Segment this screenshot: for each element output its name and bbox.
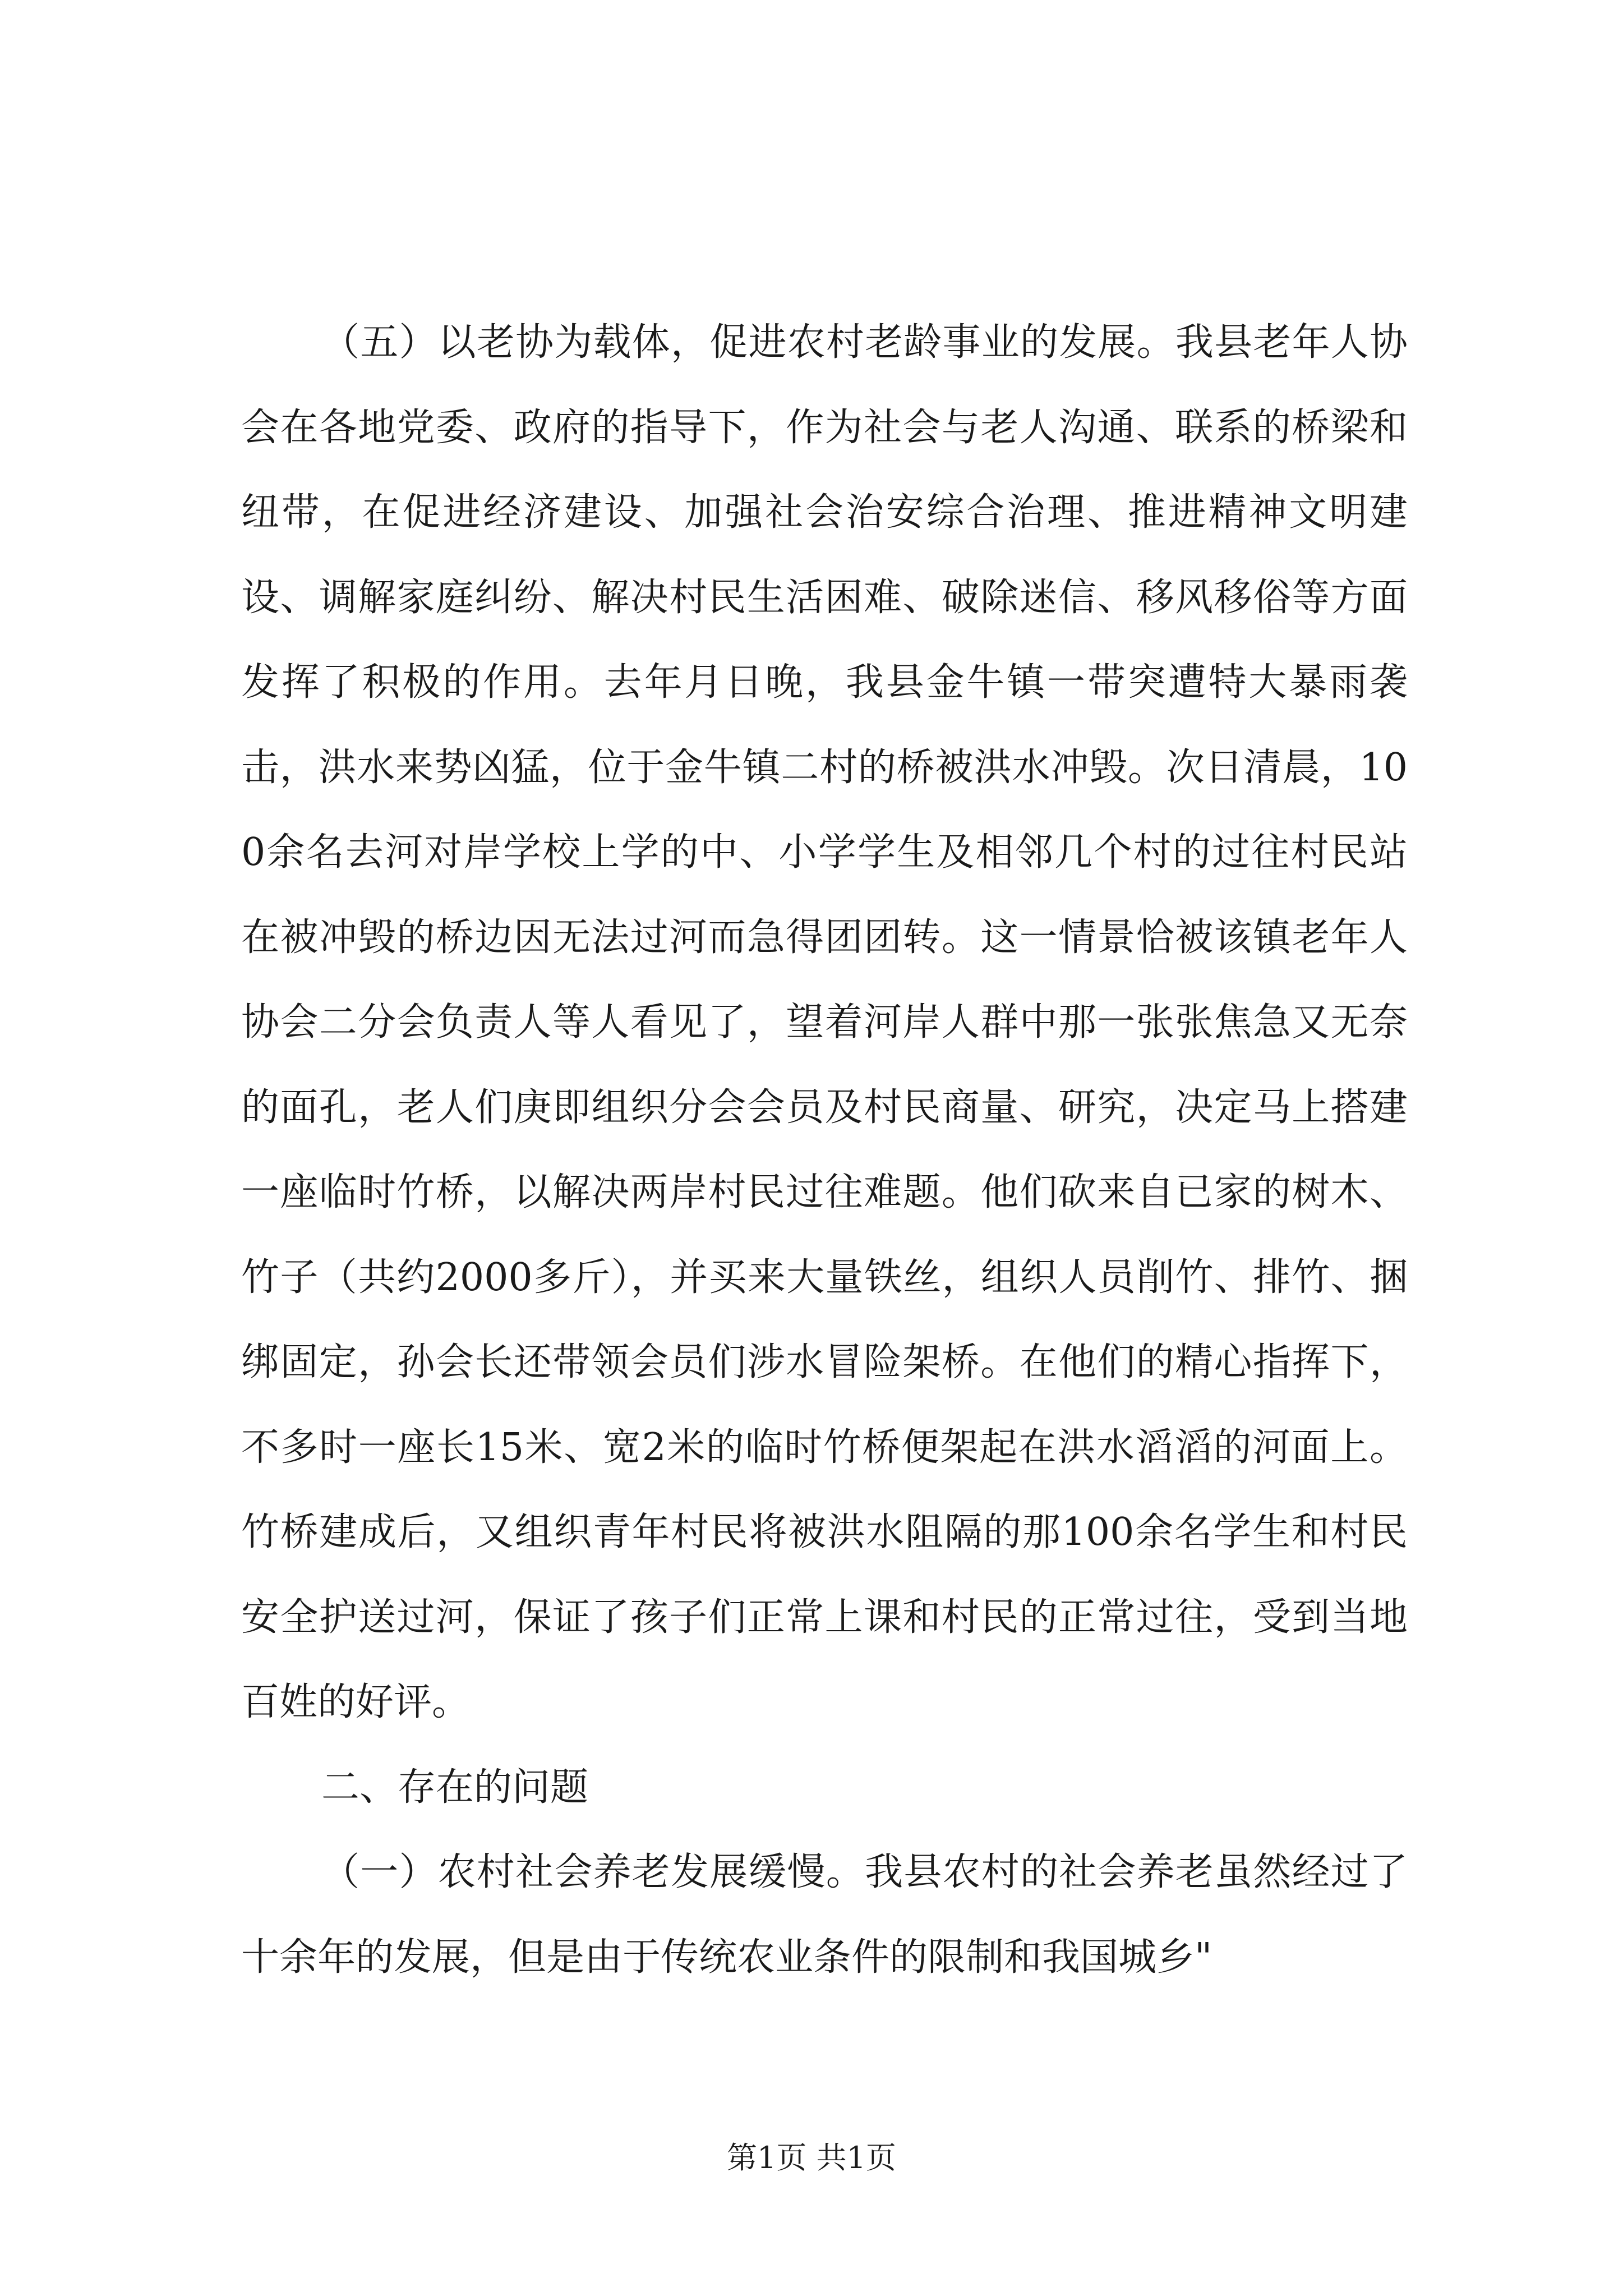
document-body bbox=[241, 300, 1408, 2000]
paragraph-rural-pension: （一）农村社会养老发展缓慢。我县农村的社会养老虽然经过了十余年的发展，但是由于传统农业条件的限制和我国城乡" bbox=[241, 1850, 1408, 1980]
page-footer: 第1页 共1页 bbox=[727, 2140, 896, 2175]
paragraph-elderly-association: （五）以老协为载体，促进农村老龄事业的发展。我县老年人协会在各地党委、政府的指导下，作为社会与老人沟通、联系的桥梁和纽带，在促进经济建设、加强社会治安综合治理、推进精神文明建设、调解家庭纠纷、解决村民生活困难、破除迷信、移风移俗等方面发挥了积极的作用。去年月日晚，我县金牛镇一带突遭特大暴雨袭击，洪水来势凶猛，位于金牛镇二村的桥被洪水冲毁。次日清晨，100余名去河对岸学校上学的中、小学学生及相邻几个村的过往村民站在被冲毁的桥边因无法过河而急得团团转。这一情景恰被该镇老年人协会二分会负责人等人看见了，望着河岸人群中那一张张焦急又无奈的面孔，老人们庚即组织分会会员及村民商量、研究，决定马上搭建一座临时竹桥，以解决两岸村民过往难题。他们砍来自已家的树木、竹子（共约2000多斤），并买来大量铁丝，组织人员削竹、排竹、捆绑固定，孙会长还带领会员们涉水冒险架桥。在他们的精心指挥下，不多时一座长15米、宽2米的临时竹桥便架起在洪水滔滔的河面上。竹桥建成后，又组织青年村民将被洪水阻隔的那100余名学生和村民安全护送过河，保证了孩子们正常上课和村民的正常过往，受到当地百姓的好评。 bbox=[241, 320, 1408, 1724]
section-heading-problems: 二、存在的问题 bbox=[321, 1765, 589, 1810]
